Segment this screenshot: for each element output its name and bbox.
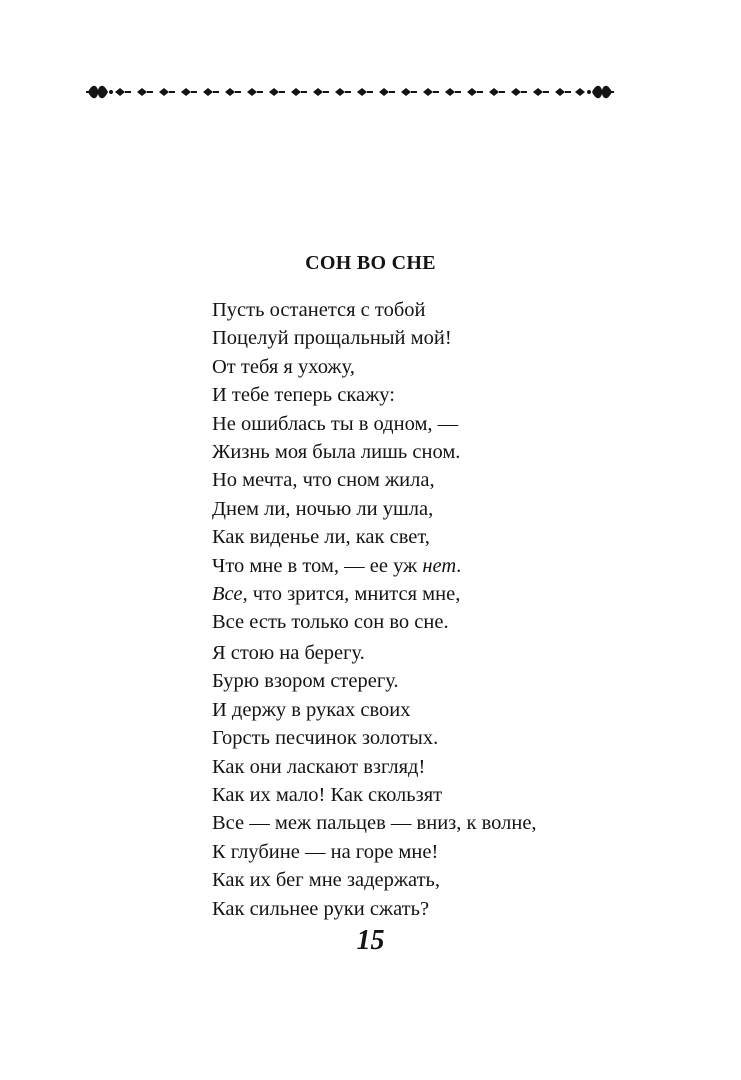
- ornamental-rule-icon: [86, 80, 614, 104]
- poem-line: Не ошиблась ты в одном, —: [212, 412, 459, 435]
- poem-line: Как их бег мне задержать,: [212, 869, 441, 892]
- poem-line: Жизнь моя была лишь сном.: [212, 440, 461, 463]
- page-number: 15: [356, 925, 385, 956]
- poem-line: Но мечта, что сном жила,: [212, 469, 435, 492]
- poem-line: К глубине — на горе мне!: [212, 840, 439, 863]
- poem-line: Как они ласкают взгляд!: [212, 755, 426, 778]
- poem-line: Как их мало! Как скользят: [212, 783, 443, 806]
- poem-line: Пусть останется с тобой: [212, 299, 426, 321]
- poem-line: От тебя я ухожу,: [212, 355, 355, 378]
- line-text: что зрится, мнится мне,: [247, 582, 461, 605]
- stanza-1: [212, 296, 461, 637]
- poem-line: И тебе теперь скажу:: [212, 384, 395, 407]
- line-text: Что мне в том, — ее уж: [212, 554, 423, 577]
- poem-line: Как сильнее руки сжать?: [212, 897, 430, 920]
- poem-line: Как виденье ли, как свет,: [212, 526, 430, 549]
- poem-line: И держу в руках своих: [212, 698, 411, 721]
- poem-line: Горсть песчинок золотых.: [212, 727, 439, 750]
- italic-word: нет: [422, 554, 457, 577]
- poem-line: Я стою на берегу.: [212, 642, 365, 664]
- poem-line: Поцелуй прощальный мой!: [212, 327, 452, 350]
- poem-line: Бурю взором стерегу.: [212, 670, 399, 693]
- poem-line-mixed: [212, 580, 461, 608]
- poem-line: Все есть только сон во сне.: [212, 611, 449, 634]
- poem-line: Все — меж пальцев — вниз, к волне,: [212, 812, 537, 835]
- line-text: .: [456, 554, 462, 577]
- poem-title: СОН ВО СНЕ: [305, 252, 436, 274]
- stanza-2: [212, 639, 537, 923]
- italic-word: Все,: [212, 582, 248, 605]
- poem-line: Днем ли, ночью ли ушла,: [212, 497, 434, 520]
- poem-line-mixed: [212, 552, 461, 580]
